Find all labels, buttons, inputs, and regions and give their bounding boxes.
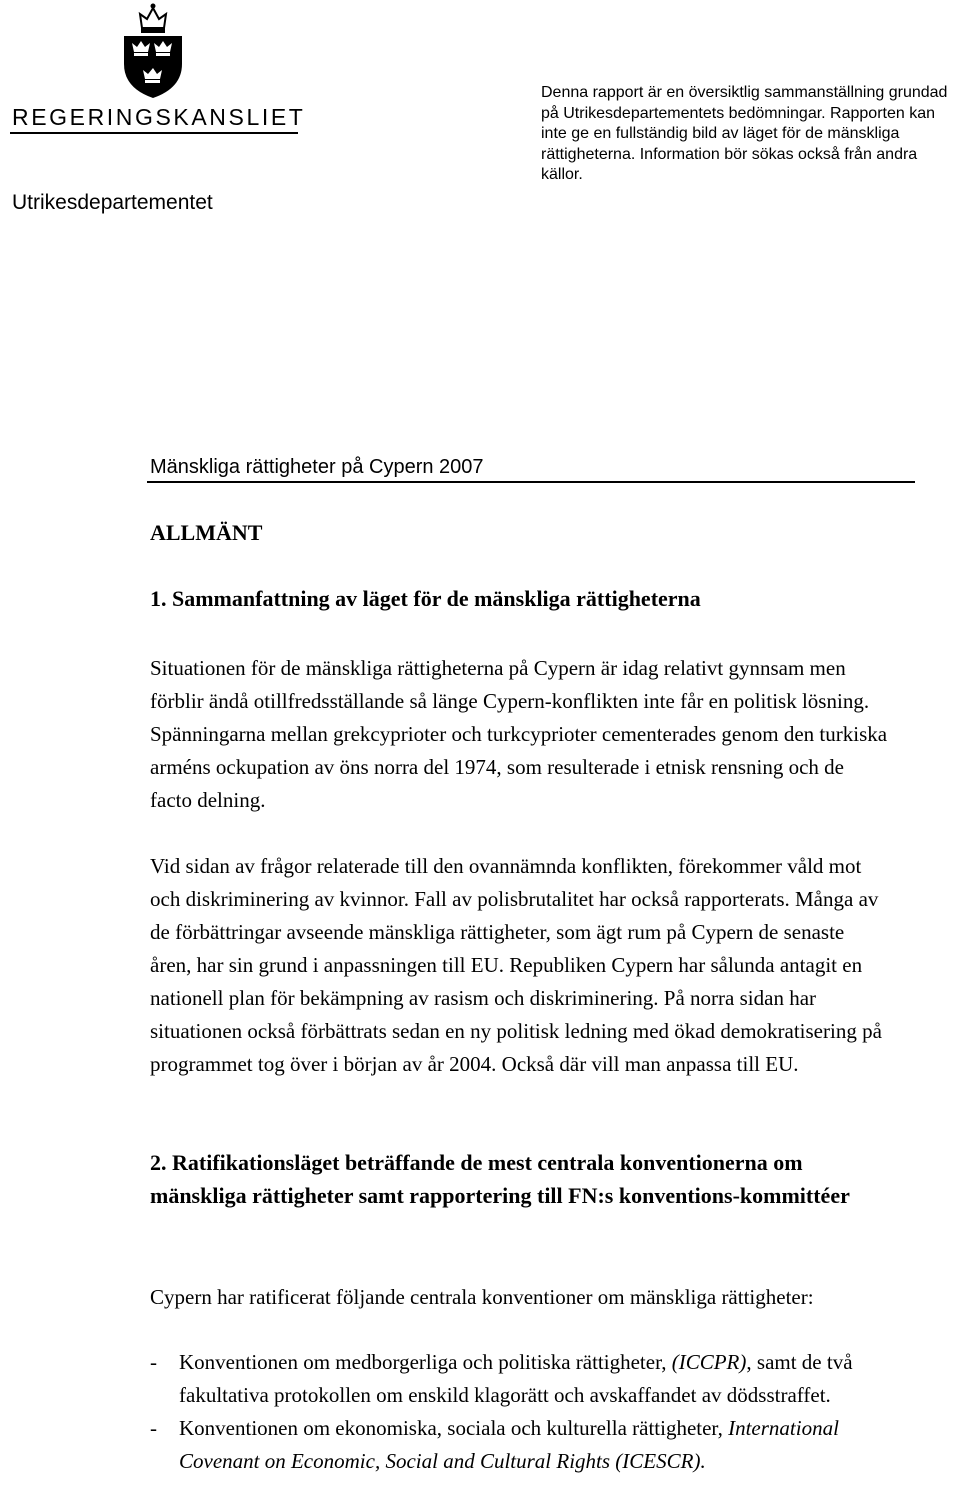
disclaimer-text: Denna rapport är en översiktlig sammanställning grundad på Utrikesdepartementets bedömningar. Rapporten kan inte ge en fullständig bild av läget för de mänskliga rättigheterna. Information bör sökas också från andra källor. (541, 84, 948, 183)
conventions-list (150, 1346, 910, 1478)
list-item-text: Konventionen om medborgerliga och politiska rättigheter, (179, 1350, 672, 1374)
logo-divider (10, 132, 298, 134)
paragraph-issues: Vid sidan av frågor relaterade till den ovannämnda konflikten, förekommer våld mot och diskriminering av kvinnor. Fall av polisbrutalitet har också rapporterats. Många av de förbättringar avseende mänskliga rättigheter, som ägt rum på Cypern de senaste åren, har sin grund i anpassningen till EU. Republiken Cypern har sålunda antagit en nationell plan för bekämpning av rasism och diskriminering. På norra sidan har situationen också förbättrats sedan en ny politisk ledning med ökad demokratisering på programmet tog över i början av år 2004. Också där vill man anpassa till EU. (150, 854, 882, 1076)
document-title: Mänskliga rättigheter på Cypern 2007 (150, 456, 484, 478)
heading-summary: 1. Sammanfattning av läget för de mänskliga rättigheterna (150, 586, 701, 611)
heading-ratification: 2. Ratifikationsläget beträffande de mest centrala konventionerna om mänskliga rättigheter samt rapportering till FN:s konventions-kommittéer (150, 1150, 850, 1208)
department-name: Utrikesdepartementet (12, 191, 213, 214)
section-label: ALLMÄNT (150, 520, 263, 545)
logo-wordmark: REGERINGSKANSLIET (12, 104, 306, 130)
list-item-italic: (ICCPR) (671, 1350, 747, 1374)
list-item-italic: International Covenant on Economic, Social and Cultural Rights (ICESCR). (179, 1416, 839, 1473)
title-divider (147, 481, 915, 483)
list-item (150, 1412, 910, 1478)
list-item-after: , samt de två fakultativa protokollen om enskild klagorätt och avskaffandet av dödsstraffet. (179, 1350, 853, 1407)
paragraph-ratified-intro: Cypern har ratificerat följande centrala konventioner om mänskliga rättigheter: (150, 1285, 814, 1309)
list-item (150, 1346, 910, 1412)
list-dash: - (150, 1350, 157, 1374)
list-dash: - (150, 1416, 157, 1440)
paragraph-summary: Situationen för de mänskliga rättigheterna på Cypern är idag relativt gynnsam men förblir ändå otillfredsställande så länge Cypern-konflikten inte får en politisk lösning. Spänningarna mellan grekcyprioter och turkcyprioter cementerades genom den turkiska arméns ockupation av öns norra del 1974, som resulterade i etnisk rensning och de facto delning. (150, 656, 888, 812)
list-item-text: Konventionen om ekonomiska, sociala och kulturella rättigheter, (179, 1416, 729, 1440)
swedish-coat-of-arms-icon (118, 2, 188, 100)
